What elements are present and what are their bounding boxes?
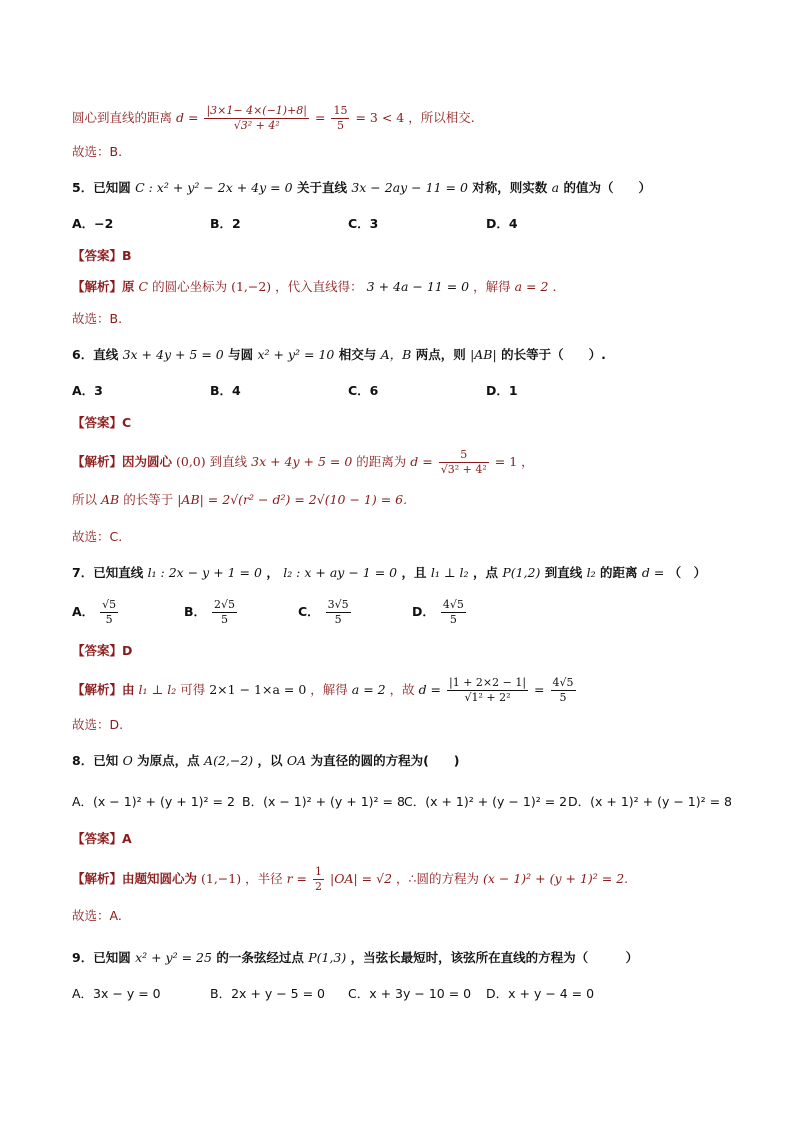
distance-line: 圆心到直线的距离 d = $\frac{|3\times 1- 4\times(-1)+8|}{\text{√3² + 4²}}$ = $\frac{15}{5}$ = 3 < 4 ，所以相交. (72, 104, 475, 132)
q7-option-a: A． $\frac{√5}{5}$ (72, 598, 117, 626)
q7-choose: 故选：D. (72, 717, 124, 732)
q5-analysis: 【解析】原 C 的圆心坐标为 (1,−2) ，代入直线得： 3 + 4a − 11 = 0 ，解得 a = 2 . (72, 279, 557, 294)
q5-option-c: C．3 (348, 216, 379, 231)
q9-option-b: B．2x + y − 5 = 0 (210, 986, 325, 1001)
q9-option-d: D．x + y − 4 = 0 (486, 986, 595, 1001)
q6-option-b: B．4 (210, 383, 241, 398)
q9-option-c: C．x + 3y − 10 = 0 (348, 986, 472, 1001)
q5-option-a: A．−2 (72, 216, 114, 231)
top-choose: 故选：B. (72, 144, 123, 159)
q8-option-c: C．(x + 1)² + (y − 1)² = 2 (404, 794, 568, 809)
q7-analysis: 【解析】由 l₁ ⊥ l₂ 可得 2×1 − 1×a = 0 ，解得 a = 2 ，故 d = $\frac{|1 + 2\times 2 - 1|}{\text{√1² + 2²}}$ = $\frac{4√5}{5}$ (72, 676, 574, 704)
q7-option-d: D． $\frac{4√5}{5}$ (412, 598, 464, 626)
q5-stem: 5．已知圆 C : x² + y² − 2x + 4y = 0 关于直线 3x − 2ay − 11 = 0 对称，则实数 a 的值为（ ） (72, 180, 651, 195)
q6-option-a: A．3 (72, 383, 103, 398)
q8-analysis: 【解析】由题知圆心为 (1,−1) ，半径 r = $\frac{1}{2}$ |OA| = √2 ，∴圆的方程为 (x − 1)² + (y + 1)² = 2. (72, 865, 629, 893)
q6-answer: 【答案】C (72, 415, 132, 430)
q6-option-d: D．1 (486, 383, 518, 398)
q7-stem: 7．已知直线 l₁ : 2x − y + 1 = 0 ， l₂ : x + ay − 1 = 0 ，且 l₁ ⊥ l₂ ，点 P(1,2) 到直线 l₂ 的距离 d = （ ） (72, 565, 707, 580)
q8-option-b: B．(x − 1)² + (y + 1)² = 8 (242, 794, 405, 809)
q6-option-c: C．6 (348, 383, 379, 398)
q7-option-c: C． $\frac{3√5}{5}$ (298, 598, 349, 626)
q8-answer: 【答案】A (72, 831, 132, 846)
q5-choose: 故选：B. (72, 311, 123, 326)
q7-option-b: B． $\frac{2√5}{5}$ (184, 598, 236, 626)
q6-stem: 6．直线 3x + 4y + 5 = 0 与圆 x² + y² = 10 相交与 A，B 两点，则 |AB| 的长等于（ ）. (72, 347, 606, 362)
value-fraction: $\frac{15}{5}$ (333, 104, 348, 132)
distance-fraction: $\frac{|3\times 1- 4\times(-1)+8|}{\text{√3² + 4²}}$ (206, 104, 308, 132)
q8-choose: 故选：A. (72, 908, 122, 923)
q6-analysis: 【解析】因为圆心 (0,0) 到直线 3x + 4y + 5 = 0 的距离为 d = $\frac{5}{\text{√3² + 4²}}$ = 1 ， (72, 448, 534, 476)
q9-stem: 9．已知圆 x² + y² = 25 的一条弦经过点 P(1,3) ，当弦长最短时，该弦所在直线的方程为（ ） (72, 950, 639, 965)
q6-analysis-line2: 所以 AB 的长等于 |AB| = 2√(r² − d²) = 2√(10 − 1) = 6. (72, 492, 408, 507)
q5-option-d: D．4 (486, 216, 518, 231)
q9-option-a: A．3x − y = 0 (72, 986, 161, 1001)
q8-option-a: A．(x − 1)² + (y + 1)² = 2 (72, 794, 235, 809)
q8-stem: 8．已知 O 为原点，点 A(2,−2) ，以 OA 为直径的圆的方程为( ) (72, 753, 460, 768)
q6-choose: 故选：C. (72, 529, 123, 544)
q7-answer: 【答案】D (72, 643, 133, 658)
q5-answer: 【答案】B (72, 248, 132, 263)
q8-option-d: D．(x + 1)² + (y − 1)² = 8 (568, 794, 732, 809)
q5-option-b: B．2 (210, 216, 241, 231)
q6-distance-fraction: $\frac{5}{\text{√3² + 4²}}$ (440, 448, 487, 476)
